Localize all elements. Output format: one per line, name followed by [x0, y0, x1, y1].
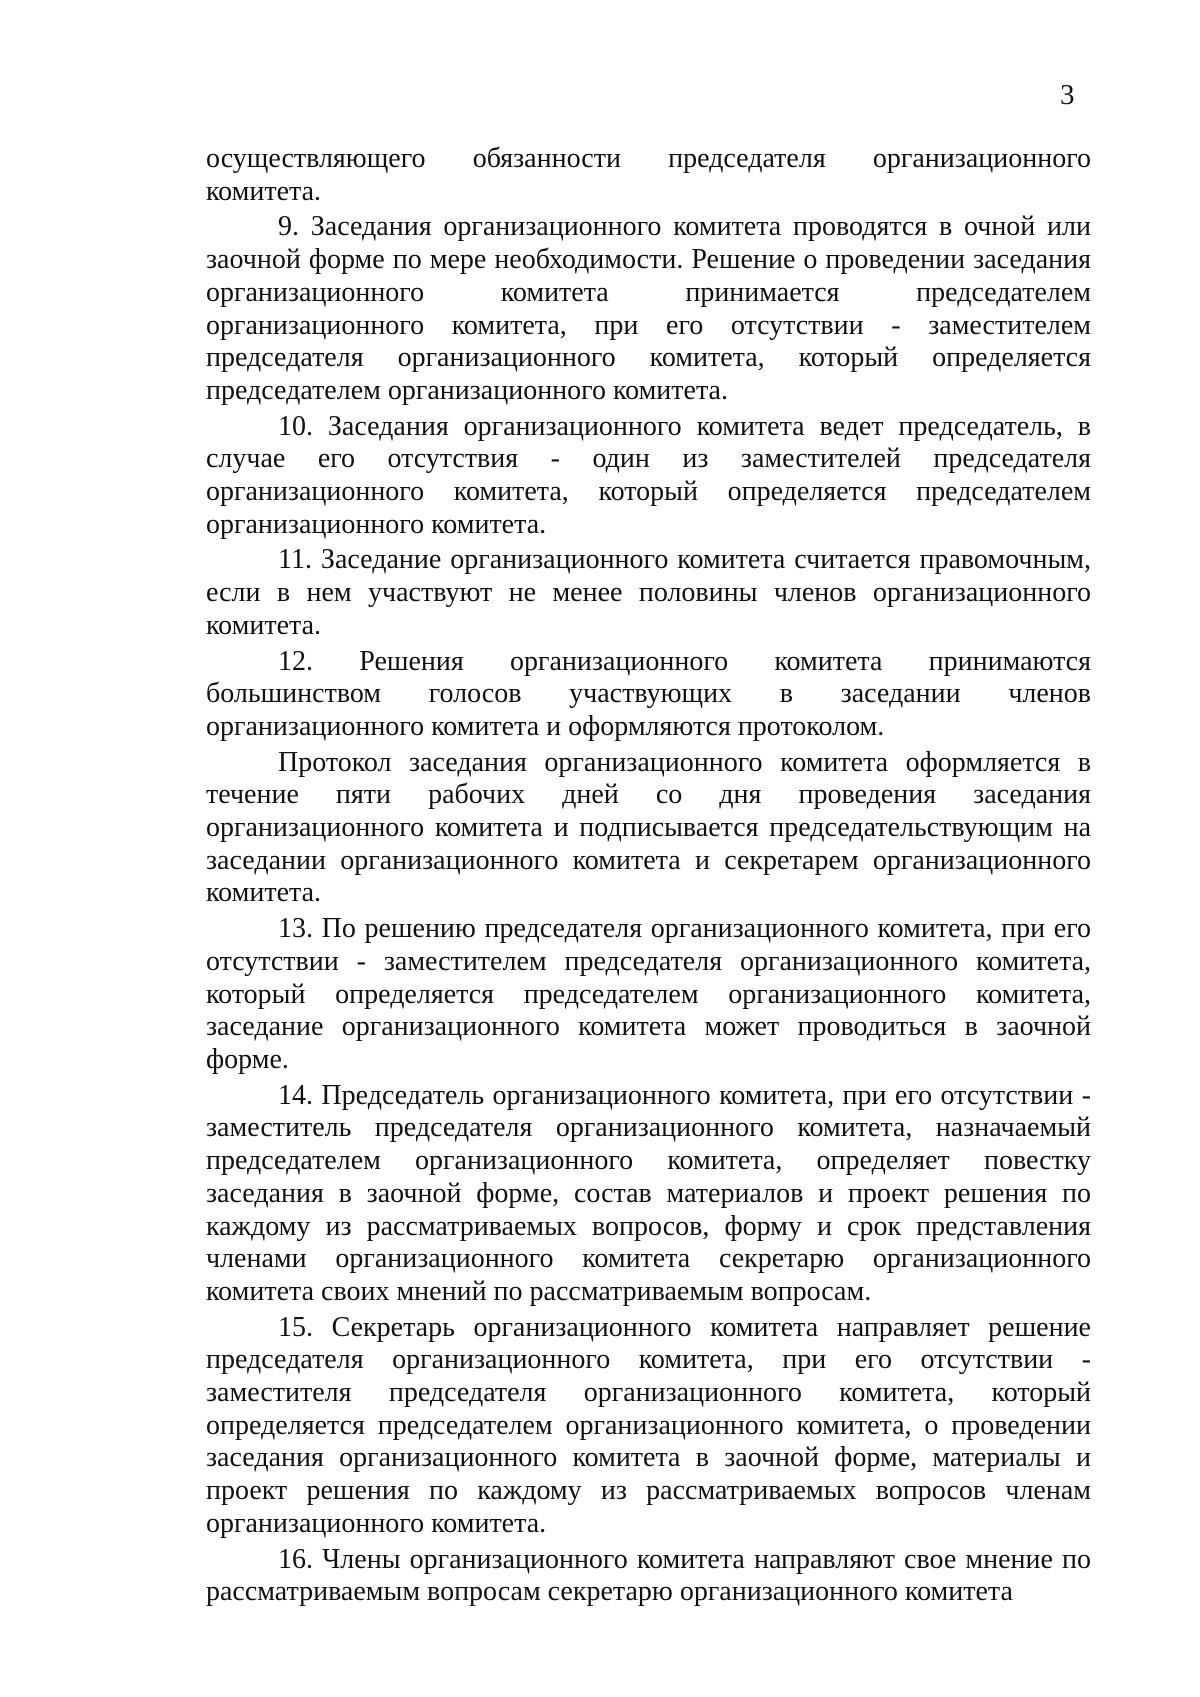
- page-number: 3: [1060, 79, 1075, 111]
- paragraph-item-11: 11. Заседание организационного комитета считается правомочным, если в нем участвуют не менее половины членов организационного комитета.: [206, 544, 1091, 641]
- paragraph-item-9: 9. Заседания организационного комитета проводятся в очной или заочной форме по мере необходимости. Решение о проведении заседания организационного комитета принимается председателем организационного комитета, при его отсутствии - заместителем председателя организационного комитета, который определяется председателем организационного комитета.: [206, 211, 1091, 406]
- document-body: [206, 143, 1091, 1609]
- paragraph-item-10: 10. Заседания организационного комитета ведет председатель, в случае его отсутствия - один из заместителей председателя организационного комитета, который определяется председателем организационного комитета.: [206, 410, 1091, 540]
- paragraph-item-15: 15. Секретарь организационного комитета направляет решение председателя организационного комитета, при его отсутствии - заместителя председателя организационного комитета, который определяется председателем организационного комитета, о проведении заседания организационного комитета в заочной форме, материалы и проект решения по каждому из рассматриваемых вопросов членам организационного комитета.: [206, 1311, 1091, 1539]
- paragraph-item-12: 12. Решения организационного комитета принимаются большинством голосов участвующих в заседании членов организационного комитета и оформляются протоколом.: [206, 645, 1091, 742]
- paragraph-continuation: осуществляющего обязанности председателя организационного комитета.: [206, 143, 1091, 207]
- paragraph-protocol: Протокол заседания организационного комитета оформляется в течение пяти рабочих дней со дня проведения заседания организационного комитета и подписывается председательствующим на заседании организационного комитета и секретарем организационного комитета.: [206, 746, 1091, 909]
- paragraph-item-16: 16. Члены организационного комитета направляют свое мнение по рассматриваемым вопросам секретарю организационного комитета: [206, 1543, 1091, 1608]
- paragraph-item-14: 14. Председатель организационного комитета, при его отсутствии - заместитель председателя организационного комитета, назначаемый председателем организационного комитета, определяет повестку заседания в заочной форме, состав материалов и проект решения по каждому из рассматриваемых вопросов, форму и срок представления членами организационного комитета секретарю организационного комитета своих мнений по рассматриваемым вопросам.: [206, 1079, 1091, 1307]
- paragraph-item-13: 13. По решению председателя организационного комитета, при его отсутствии - заместителем председателя организационного комитета, который определяется председателем организационного комитета, заседание организационного комитета может проводиться в заочной форме.: [206, 913, 1091, 1075]
